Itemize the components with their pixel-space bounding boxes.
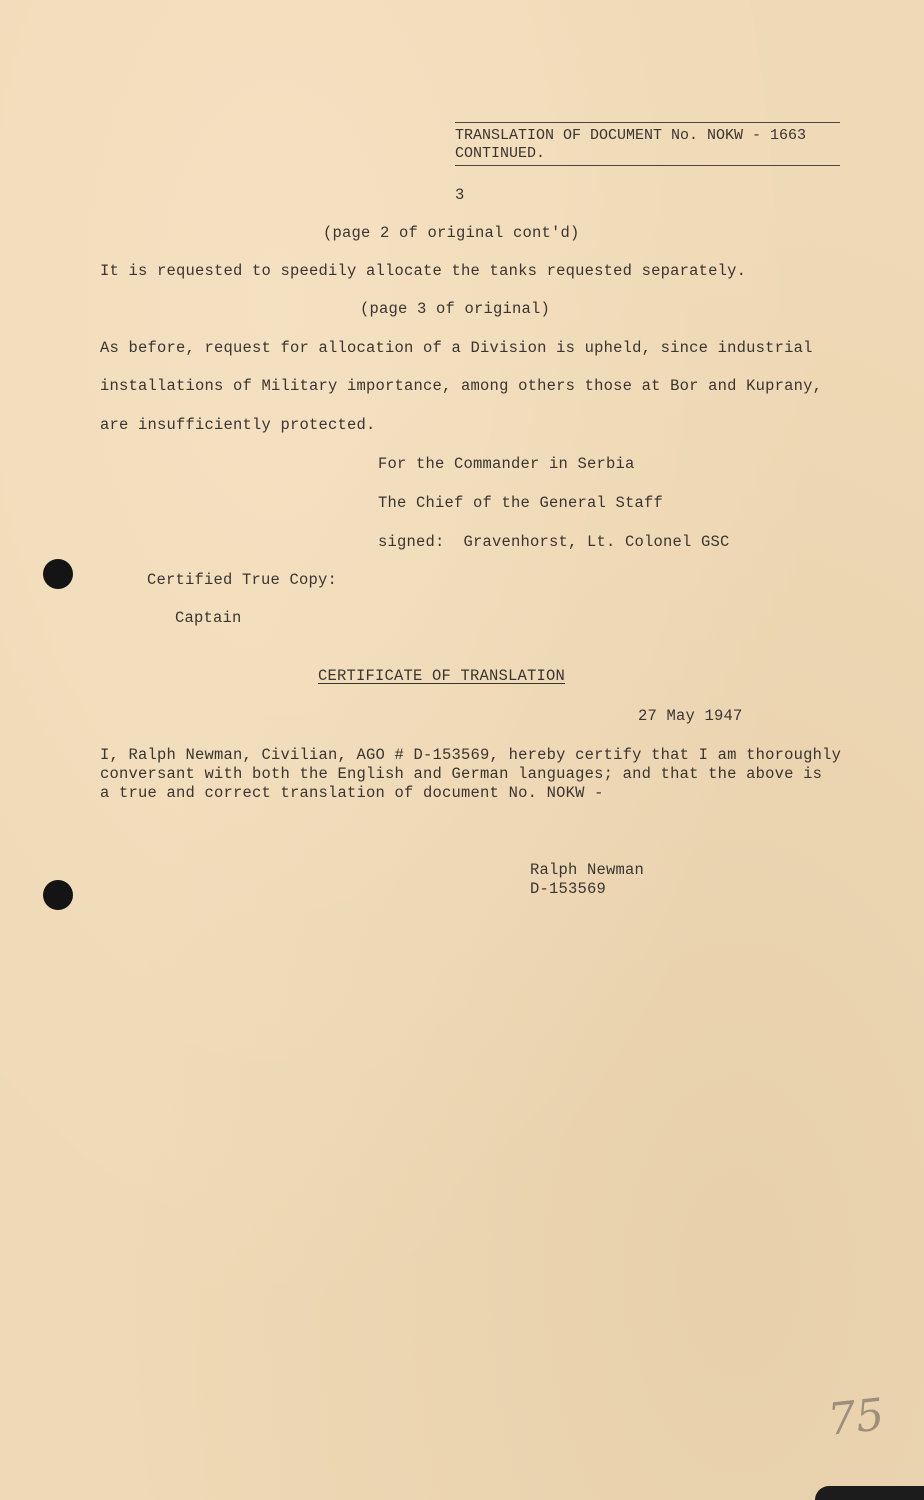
punch-hole-top bbox=[43, 559, 73, 589]
certificate-date: 27 May 1947 bbox=[638, 707, 743, 725]
paragraph-division-line-2: installations of Military importance, among others those at Bor and Kuprany, bbox=[100, 377, 823, 395]
paragraph-division-line-3: are insufficiently protected. bbox=[100, 416, 376, 434]
punch-hole-bottom bbox=[43, 880, 73, 910]
handwritten-page-number: 75 bbox=[825, 1389, 887, 1446]
certificate-text-line-2: conversant with both the English and German languages; and that the above is bbox=[100, 765, 823, 783]
page-2-note: (page 2 of original cont'd) bbox=[323, 224, 580, 242]
corner-edge-shadow bbox=[815, 1486, 924, 1500]
certificate-text-line-1: I, Ralph Newman, Civilian, AGO # D-153569, hereby certify that I am thoroughly bbox=[100, 746, 842, 764]
page-number: 3 bbox=[455, 186, 465, 204]
certificate-text-line-3: a true and correct translation of document No. NOKW - bbox=[100, 784, 604, 802]
header-title: TRANSLATION OF DOCUMENT No. NOKW - 1663 bbox=[455, 127, 807, 144]
paragraph-tanks-request: It is requested to speedily allocate the tanks requested separately. bbox=[100, 262, 747, 280]
signer-name: Ralph Newman bbox=[530, 861, 645, 879]
page-3-note: (page 3 of original) bbox=[360, 300, 551, 318]
signer-id: D-153569 bbox=[530, 880, 607, 898]
captain-label: Captain bbox=[175, 609, 242, 627]
certified-true-copy: Certified True Copy: bbox=[147, 571, 338, 589]
header-continued: CONTINUED. bbox=[455, 145, 546, 162]
signature-chief-of-staff: The Chief of the General Staff bbox=[378, 494, 664, 512]
signature-signed: signed: Gravenhorst, Lt. Colonel GSC bbox=[378, 533, 730, 551]
certificate-title: CERTIFICATE OF TRANSLATION bbox=[318, 667, 566, 685]
paragraph-division-line-1: As before, request for allocation of a Division is upheld, since industrial bbox=[100, 339, 813, 357]
signature-commander: For the Commander in Serbia bbox=[378, 455, 635, 473]
document-header bbox=[455, 122, 840, 166]
